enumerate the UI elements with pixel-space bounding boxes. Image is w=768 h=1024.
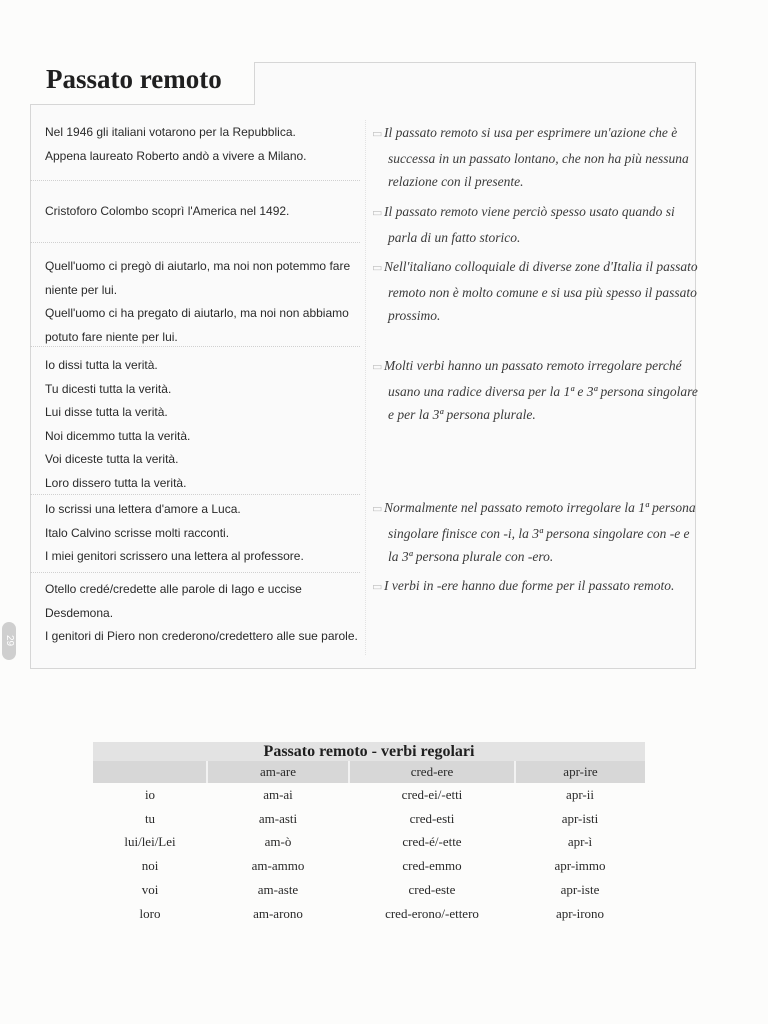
rule-section-2: [372, 200, 698, 249]
bullet-icon: ▭: [372, 128, 383, 140]
table-cell: cred-este: [408, 882, 456, 898]
table-cell: apr-ii: [566, 786, 594, 802]
table-header-cell: [93, 761, 207, 783]
table-cell: cred-ei/-etti: [401, 786, 463, 802]
example-line: Desdemona.: [45, 605, 114, 620]
section-divider: [30, 242, 360, 243]
rule-section-5: [372, 496, 698, 569]
table-row: [93, 878, 645, 902]
table-cell: loro: [139, 905, 161, 921]
examples-section-4: [45, 354, 365, 495]
rule-section-3: [372, 255, 698, 328]
table-cell: apr-isti: [561, 810, 599, 826]
example-line: Io dissi tutta la verità.: [45, 358, 158, 372]
table-header-cell: am-are: [207, 761, 349, 783]
example-line: potuto fare niente per lui.: [45, 329, 178, 344]
rule-text: Il passato remoto viene perciò spesso usato quando si parla di un fatto storico.: [384, 204, 675, 245]
examples-section-2: [45, 200, 365, 224]
table-cell: apr-iste: [560, 882, 600, 898]
example-line: Quell'uomo ci pregò di aiutarlo, ma noi non potemmo fare: [45, 259, 351, 273]
bullet-icon: ▭: [372, 503, 383, 515]
table-cell: voi: [141, 882, 159, 898]
table-header-cell: cred-ere: [349, 761, 515, 783]
section-divider: [30, 494, 360, 495]
table-row: [93, 807, 645, 831]
rule-text: Molti verbi hanno un passato remoto irregolare perché usano una radice diversa per la 1ª e 3ª persona singolare e per la 3ª persona plurale.: [384, 358, 698, 422]
example-line: Italo Calvino scrisse molti racconti.: [45, 525, 230, 540]
section-divider: [30, 346, 360, 347]
bullet-icon: ▭: [372, 581, 383, 593]
table-cell: cred-erono/-ettero: [385, 905, 479, 921]
example-line: I miei genitori scrissero una lettera al professore.: [45, 549, 304, 563]
bullet-icon: ▭: [372, 262, 383, 274]
section-divider: [30, 180, 360, 181]
example-line: Lui disse tutta la verità.: [45, 405, 168, 419]
table-cell: am-ai: [263, 786, 293, 802]
example-line: I genitori di Piero non crederono/credettero alle sue parole.: [45, 629, 358, 643]
table-row: [93, 783, 645, 807]
table-cell: cred-emmo: [402, 858, 462, 874]
table-cell: cred-esti: [409, 810, 455, 826]
bullet-icon: ▭: [372, 361, 383, 373]
example-line: Voi diceste tutta la verità.: [45, 452, 179, 466]
table-cell: am-aste: [257, 882, 299, 898]
rule-text: Il passato remoto si usa per esprimere un'azione che è successa in un passato lontano, che non ha più nessuna relazione con il presente.: [384, 125, 689, 189]
table-cell: am-ammo: [251, 858, 305, 874]
page-title: Passato remoto: [46, 64, 222, 94]
rule-section-6: [372, 574, 698, 600]
table-header-row: [93, 761, 645, 783]
examples-section-1: [45, 121, 365, 168]
table-cell: am-asti: [258, 810, 298, 826]
table-header-cell: apr-ire: [515, 761, 645, 783]
rule-text: Nell'italiano colloquiale di diverse zone d'Italia il passato remoto non è molto comune e si usa più spesso il passato prossimo.: [384, 259, 698, 323]
table-cell: am-arono: [253, 905, 303, 921]
table-cell: tu: [144, 810, 156, 826]
column-divider: [365, 120, 366, 655]
table-row: [93, 854, 645, 878]
table-cell: lui/lei/Lei: [124, 834, 176, 850]
table-cell: am-ò: [264, 834, 292, 850]
table-cell: io: [144, 786, 156, 802]
table-cell: apr-ì: [567, 834, 593, 850]
example-line: Loro dissero tutta la verità.: [45, 475, 187, 490]
example-line: Quell'uomo ci ha pregato di aiutarlo, ma noi non abbiamo: [45, 306, 349, 320]
section-divider: [30, 572, 360, 573]
examples-section-3: [45, 255, 365, 349]
rule-section-4: [372, 354, 698, 427]
table-row: [93, 831, 645, 855]
table-cell: apr-irono: [555, 905, 605, 921]
table-cell: apr-immo: [554, 858, 606, 874]
side-page-number: 29: [2, 622, 16, 660]
conjugation-table: [93, 742, 645, 926]
table-row: [93, 902, 645, 926]
example-line: Cristoforo Colombo scoprì l'America nel 1492.: [45, 204, 290, 218]
example-line: Nel 1946 gli italiani votarono per la Repubblica.: [45, 125, 296, 139]
rule-text: Normalmente nel passato remoto irregolare la 1ª persona singolare finisce con -i, la 3ª persona singolare con -e e la 3ª persona plurale con -ero.: [384, 500, 696, 564]
examples-section-6: [45, 578, 365, 649]
table-caption: Passato remoto - verbi regolari: [93, 742, 645, 761]
example-line: niente per lui.: [45, 282, 118, 297]
rule-text: I verbi in -ere hanno due forme per il passato remoto.: [384, 578, 675, 593]
example-line: Tu dicesti tutta la verità.: [45, 381, 172, 396]
example-line: Io scrissi una lettera d'amore a Luca.: [45, 502, 241, 516]
table-cell: noi: [141, 858, 159, 874]
examples-section-5: [45, 498, 365, 569]
rule-section-1: [372, 121, 698, 194]
example-line: Noi dicemmo tutta la verità.: [45, 428, 191, 443]
bullet-icon: ▭: [372, 207, 383, 219]
table-cell: cred-é/-ette: [402, 834, 462, 850]
example-line: Otello credé/credette alle parole di Iago e uccise: [45, 582, 302, 596]
example-line: Appena laureato Roberto andò a vivere a Milano.: [45, 148, 307, 163]
